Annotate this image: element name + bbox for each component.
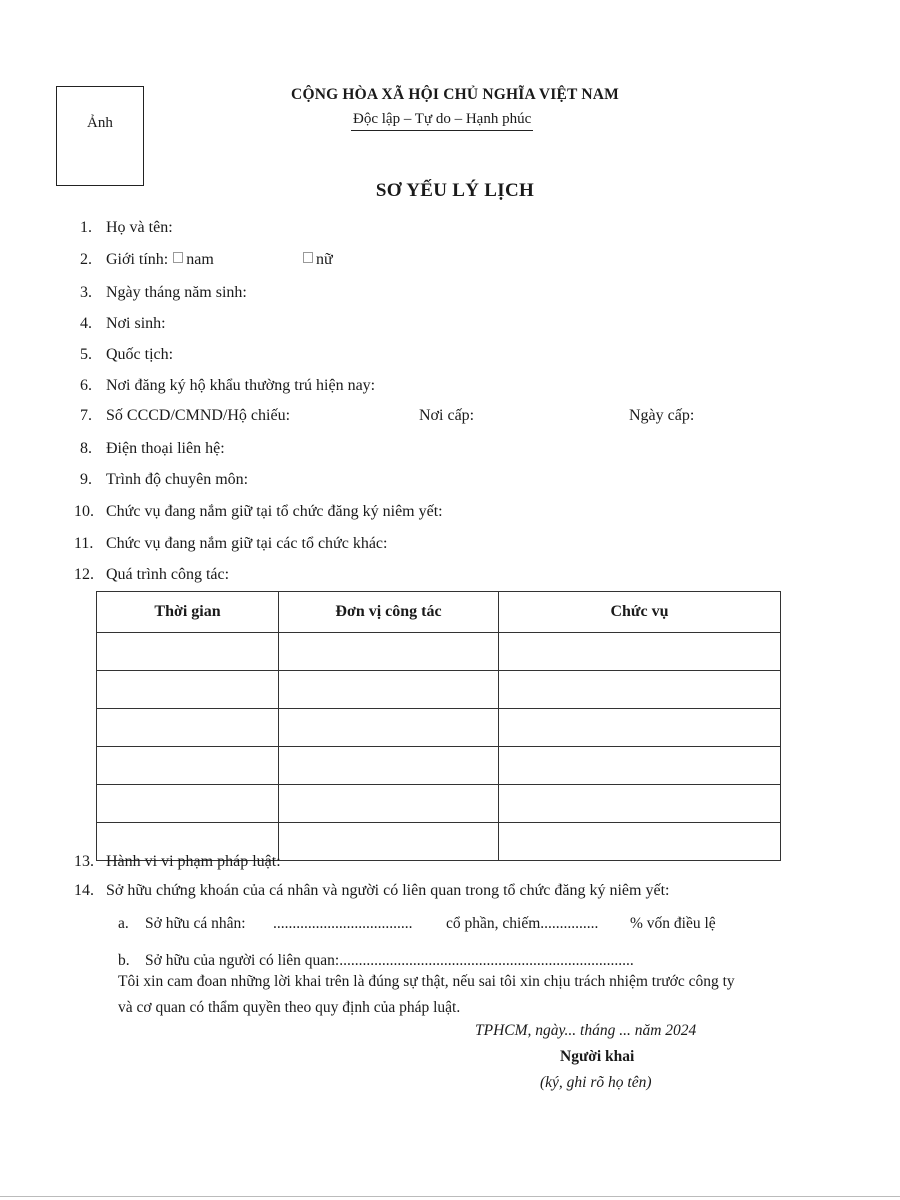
country-header: CỘNG HÒA XÃ HỘI CHỦ NGHĨA VIỆT NAM (291, 86, 619, 103)
table-row (97, 785, 781, 823)
ownership-personal (118, 915, 758, 937)
field-number: 13. (74, 853, 94, 870)
column-header-position: Chức vụ (499, 592, 781, 633)
option-female-label: nữ (316, 251, 333, 268)
field-label: Nơi sinh: (106, 315, 166, 332)
motto: Độc lập – Tự do – Hạnh phúc (351, 111, 533, 131)
sub-item-marker: a. (118, 915, 129, 932)
signature-title: Người khai (560, 1048, 635, 1065)
field-number: 8. (80, 440, 92, 457)
ownership-related-persons (118, 952, 758, 974)
field-label: Chức vụ đang nắm giữ tại các tổ chức khác: (106, 535, 388, 552)
id-issue-place-label: Nơi cấp: (419, 407, 475, 424)
table-cell[interactable] (279, 633, 499, 671)
field-label: Quá trình công tác: (106, 566, 230, 583)
field-label: Ngày tháng năm sinh: (106, 284, 247, 301)
table-header-row (97, 592, 781, 633)
field-phone (80, 440, 225, 458)
field-label: Họ và tên: (106, 219, 173, 236)
checkbox-male[interactable] (173, 252, 183, 263)
field-id-number (80, 407, 720, 425)
column-header-work-unit: Đơn vị công tác (279, 592, 499, 633)
field-label: Trình độ chuyên môn: (106, 471, 249, 488)
field-number: 9. (80, 471, 92, 488)
table-cell[interactable] (97, 747, 279, 785)
table-cell[interactable] (97, 633, 279, 671)
table-row (97, 671, 781, 709)
photo-box (56, 86, 144, 186)
scan-edge-divider (0, 1196, 900, 1197)
field-label: Quốc tịch: (106, 346, 174, 363)
field-number: 12. (74, 566, 94, 583)
signature-date: TPHCM, ngày... tháng ... năm 2024 (475, 1022, 697, 1039)
table-cell[interactable] (279, 709, 499, 747)
field-position-listed-org (74, 503, 443, 521)
field-full-name (80, 219, 173, 237)
field-gender (80, 251, 380, 269)
field-securities-ownership (74, 882, 670, 900)
sub-item-marker: b. (118, 952, 130, 969)
table-cell[interactable] (279, 747, 499, 785)
field-label: Giới tính: (106, 251, 169, 268)
table-row (97, 633, 781, 671)
photo-label: Ảnh (87, 115, 113, 131)
field-number: 3. (80, 284, 92, 301)
table-cell[interactable] (499, 671, 781, 709)
table-cell[interactable] (97, 709, 279, 747)
field-label: Chức vụ đang nắm giữ tại tổ chức đăng ký niêm yết: (106, 503, 443, 520)
table-row (97, 747, 781, 785)
field-label: Hành vi vi phạm pháp luật: (106, 853, 281, 870)
field-label: Điện thoại liên hệ: (106, 440, 225, 457)
field-number: 5. (80, 346, 92, 363)
document-title: SƠ YẾU LÝ LỊCH (375, 180, 535, 201)
ownership-percent-suffix: % vốn điều lệ (630, 915, 716, 932)
checkbox-female[interactable] (303, 252, 313, 263)
field-number: 10. (74, 503, 94, 520)
field-number: 11. (74, 535, 94, 552)
field-number: 7. (80, 407, 92, 424)
field-nationality (80, 346, 173, 364)
field-number: 6. (80, 377, 92, 394)
declaration-line-2: và cơ quan có thẩm quyền theo quy định của pháp luật. (118, 999, 461, 1016)
ownership-personal-blank[interactable]: .................................... (273, 915, 413, 932)
ownership-related-text: Sở hữu của người có liên quan:............................................................................ (145, 952, 634, 969)
field-position-other-orgs (74, 535, 388, 553)
table-cell[interactable] (279, 785, 499, 823)
column-header-time: Thời gian (97, 592, 279, 633)
declaration-line-1: Tôi xin cam đoan những lời khai trên là đúng sự thật, nếu sai tôi xin chịu trách nhiệm trước công ty (118, 973, 735, 990)
table-cell[interactable] (97, 671, 279, 709)
field-label: Nơi đăng ký hộ khẩu thường trú hiện nay: (106, 377, 376, 394)
ownership-shares-text: cổ phần, chiếm............... (446, 915, 599, 932)
field-birth-place (80, 315, 166, 333)
table-row (97, 709, 781, 747)
field-label: Số CCCD/CMND/Hộ chiếu: (106, 407, 291, 424)
ownership-personal-label: Sở hữu cá nhân: (145, 915, 246, 932)
field-number: 14. (74, 882, 94, 899)
field-number: 4. (80, 315, 92, 332)
field-number: 2. (80, 251, 92, 268)
table-cell[interactable] (499, 709, 781, 747)
field-work-history (74, 566, 230, 584)
work-history-table (96, 591, 781, 861)
table-cell[interactable] (499, 823, 781, 861)
table-cell[interactable] (279, 823, 499, 861)
signature-note: (ký, ghi rõ họ tên) (540, 1074, 652, 1091)
field-label: Sở hữu chứng khoán của cá nhân và người có liên quan trong tổ chức đăng ký niêm yết: (106, 882, 670, 899)
table-cell[interactable] (499, 785, 781, 823)
field-number: 1. (80, 219, 92, 236)
field-qualification (80, 471, 248, 489)
option-male-label: nam (186, 251, 214, 268)
table-cell[interactable] (499, 633, 781, 671)
table-cell[interactable] (499, 747, 781, 785)
id-issue-date-label: Ngày cấp: (629, 407, 695, 424)
table-cell[interactable] (279, 671, 499, 709)
table-cell[interactable] (97, 785, 279, 823)
field-violations (74, 853, 281, 871)
field-birth-date (80, 284, 247, 302)
field-residence (80, 377, 375, 395)
